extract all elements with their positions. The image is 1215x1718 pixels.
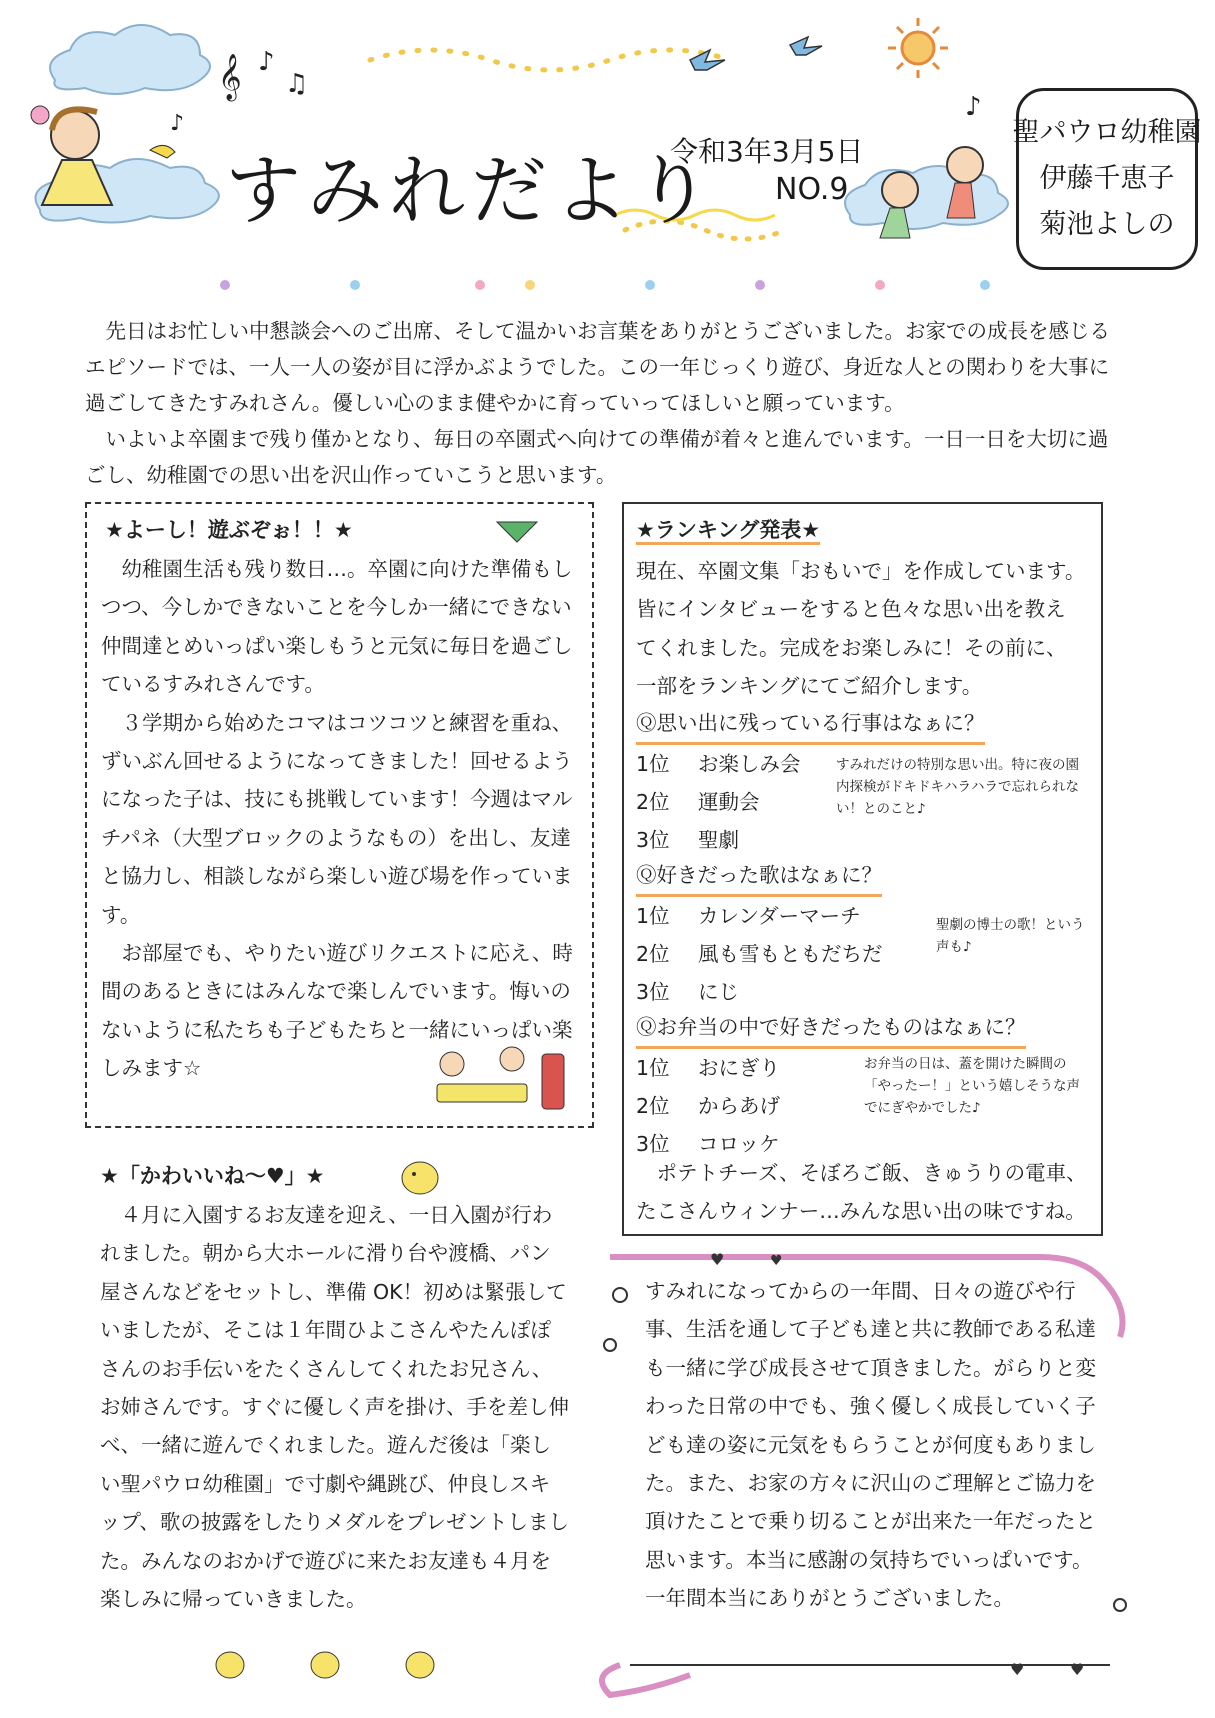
- school-name: 聖パウロ幼稚園: [1012, 117, 1202, 148]
- comment: すみれだけの特別な思い出。特に夜の園内探検がドキドキハラハラで忘れられない！とのこと♪: [836, 757, 1079, 817]
- rank-item: 3位 にじ: [636, 980, 739, 1004]
- chick-icons: [210, 1640, 510, 1700]
- kawaii-section: [100, 1160, 570, 1618]
- ranking-q3: [636, 1008, 1091, 1163]
- thanks-text: すみれになってからの一年間、日々の遊びや行事、生活を通して子ども達と共に教師である私達も一緒に学び成長させて頂きました。がらりと変わった日常の中でも、強く優しく成長していく子ども達の姿に元気をもらうことが何度もありました。また、お家の方々に沢山のご理解とご協力を頂けたことで乗り切ることが出来た一年だったと思います。本当に感謝の気持ちでいっぱいです。一年間本当にありがとうございました。: [645, 1279, 1096, 1611]
- paragraph: ３学期から始めたコマはコツコツと練習を重ね、ずいぶん回せるようになってきました！回せるようになった子は、技にも挑戦しています！今週はマルチパネ（大型ブロックのようなもの）を出し、友達と協力し、相談しながら楽しい遊び場を作っています。: [101, 710, 573, 927]
- svg-text:𝄞: 𝄞: [218, 54, 242, 100]
- question: Ⓠ思い出に残っている行事はなぁに？: [636, 704, 985, 745]
- rank-item: 2位 運動会: [636, 790, 760, 814]
- music-note-icon: [170, 47, 982, 136]
- rank-item: 3位 聖劇: [636, 828, 739, 852]
- question: Ⓠ好きだった歌はなぁに？: [636, 856, 882, 897]
- section-title: ★「かわいいね〜♥」★: [100, 1164, 325, 1188]
- ranking-outro: ポテトチーズ、そぼろご飯、きゅうりの電車、たこさんウィンナー…みんな思い出の味ですね。: [636, 1161, 1087, 1224]
- issue-number: NO.9: [775, 172, 849, 207]
- svg-text:♪: ♪: [258, 47, 275, 77]
- teacher-name: 伊藤千恵子: [1039, 163, 1175, 194]
- svg-text:♪: ♪: [170, 111, 185, 136]
- svg-text:♥: ♥: [770, 1253, 783, 1269]
- bird-icon: [690, 37, 822, 70]
- chick-icon: [390, 1150, 450, 1200]
- section-title: [636, 514, 820, 544]
- section-title: ★よーし！遊ぶぞぉ！！★: [105, 518, 353, 542]
- flower-icon: [220, 280, 990, 290]
- play-section: [85, 502, 594, 1128]
- paragraph: 幼稚園生活も残り数日…。卒園に向けた準備もしつつ、今しかできないことを今しか一緒にできない仲間達とめいっぱい楽しもうと元気に毎日を過ごしているすみれさんです。: [101, 557, 573, 697]
- rank-item: 2位 からあげ: [636, 1094, 780, 1118]
- comment: 聖劇の博士の歌！という声も♪: [936, 917, 1085, 955]
- ranking-section: [622, 502, 1103, 1236]
- children-playing-illustration: [417, 1039, 577, 1119]
- rank-item: 1位 おにぎり: [636, 1056, 780, 1080]
- cloud-icon: [50, 25, 210, 94]
- intro-text: [85, 313, 1125, 493]
- teacher-name: 菊池よしの: [1039, 209, 1175, 240]
- newsletter-title: すみれだより: [225, 146, 717, 235]
- svg-text:♫: ♫: [285, 69, 309, 99]
- spinning-top-icon: [487, 510, 547, 550]
- rank-item: 1位 お楽しみ会: [636, 752, 801, 776]
- issue-date: 令和3年3月5日: [670, 135, 864, 168]
- ranking-q1: [636, 704, 1091, 859]
- svg-text:♥: ♥: [1010, 1660, 1025, 1679]
- svg-text:♪: ♪: [965, 92, 982, 122]
- svg-text:♥: ♥: [710, 1250, 725, 1269]
- rank-item: 3位 コロッケ: [636, 1132, 780, 1156]
- comment: お弁当の日は、蓋を開けた瞬間の「やったー！」という嬉しそうな声でにぎやかでした♪: [864, 1056, 1080, 1116]
- rank-item: 2位 風も雪もともだちだ: [636, 942, 883, 966]
- section-body: ４月に入園するお友達を迎え、一日入園が行われました。朝から大ホールに滑り台や渡橋、パン屋さんなどをセットし、準備 OK！初めは緊張していましたが、そこは１年間ひよこさんやたんぽぽさんのお手伝いをたくさんしてくれたお兄さん、お姉さんです。すぐに優しく声を掛け、手を差し伸べ、一緒に遊んでくれました。遊んだ後は「楽しい聖パウロ幼稚園」で寸劇や縄跳び、仲良しスキップ、歌の披露をしたりメダルをプレゼントしました。みんなのおかげで遊びに来たお友達も４月を楽しみに帰っていきました。: [100, 1203, 570, 1612]
- author-box: [1012, 88, 1202, 270]
- intro-paragraph: 先日はお忙しい中懇談会へのご出席、そして温かいお言葉をありがとうございました。お家での成長を感じるエピソードでは、一人一人の姿が目に浮かぶようでした。この一年じっくり遊び、身近な人との関わりを大事に過ごしてきたすみれさん。優しい心のまま健やかに育っていってほしいと願っています。: [85, 319, 1110, 415]
- svg-text:♥: ♥: [1070, 1660, 1085, 1679]
- section-title-text: ★ランキング発表★: [636, 518, 820, 545]
- paragraph: お部屋でも、やりたい遊びリクエストに応え、時間のあるときにはみんなで楽しんでいます。悔いのないように私たちも子どもたちと一緒にいっぱい楽しみます☆: [101, 941, 573, 1081]
- rank-item: 1位 カレンダーマーチ: [636, 904, 861, 928]
- ranking-q2: [636, 856, 1091, 1011]
- ranking-intro: 現在、卒園文集「おもいで」を作成しています。皆にインタビューをすると色々な思い出を教えてくれました。完成をお楽しみに！その前に、一部をランキングにてご紹介します。: [636, 559, 1086, 699]
- intro-paragraph: いよいよ卒園まで残り僅かとなり、毎日の卒園式へ向けての準備が着々と進んでいます。一日一日を大切に過ごし、幼稚園での思い出を沢山作っていこうと思います。: [85, 427, 1109, 487]
- section-body: [101, 550, 579, 1088]
- cloud-icon: [845, 166, 1008, 229]
- question: Ⓠお弁当の中で好きだったものはなぁに？: [636, 1008, 1026, 1049]
- sun-icon: [888, 18, 948, 78]
